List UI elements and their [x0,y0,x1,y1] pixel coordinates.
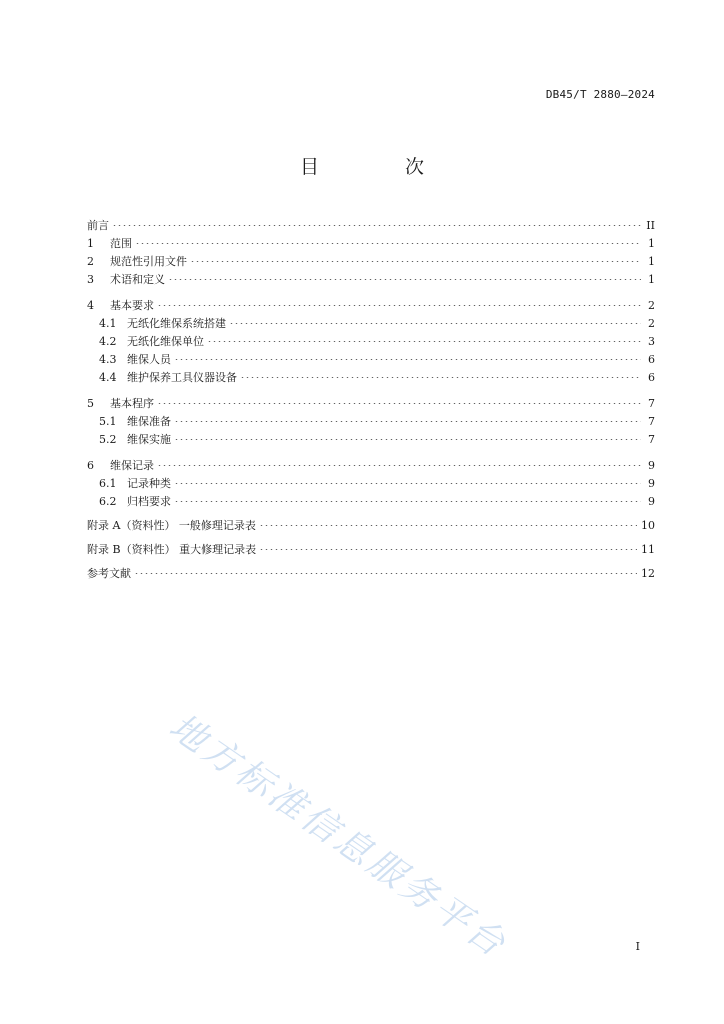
toc-entry-number: 3 [87,273,94,286]
toc-entry-label [99,431,174,449]
toc-entry-text: 附录 B（资料性） 重大修理记录表 [87,543,257,556]
toc-entry-text: 前言 [87,219,109,232]
toc-entry-number: 5.1 [99,415,117,428]
toc-leader-dots [174,501,641,502]
toc-entry-label [99,315,229,333]
toc-entry[interactable] [87,253,655,271]
toc-entry-page: II [646,219,655,232]
toc-entry[interactable] [87,315,655,333]
toc-entry[interactable] [87,493,655,511]
toc-leader-dots [157,403,641,404]
toc-entry-page: 6 [648,353,655,366]
toc-entry-number: 4.2 [99,335,117,348]
toc-entry[interactable] [87,395,655,413]
toc-entry-label [87,541,259,559]
toc-entry-label [87,297,157,315]
toc-leader-dots [190,261,641,262]
toc-entry-text: 范围 [110,237,132,250]
toc-entry-label [99,475,174,493]
toc-entry[interactable] [87,517,655,535]
toc-entry-page: 10 [641,519,655,532]
toc-leader-dots [240,377,641,378]
toc-entry[interactable] [87,271,655,289]
toc-entry-label [87,395,157,413]
toc-leader-dots [135,243,641,244]
document-code: DB45/T 2880—2024 [545,88,655,101]
toc-entry-number: 2 [87,255,94,268]
toc-entry-page: 2 [648,299,655,312]
toc-leader-dots [112,225,641,226]
toc-entry-number: 6.1 [99,477,117,490]
toc-entry-number: 6 [87,459,94,472]
toc-entry-page: 9 [648,477,655,490]
toc-entry-label [99,493,174,511]
toc-entry-text: 无纸化维保系统搭建 [127,317,226,330]
toc-entry-label [99,369,240,387]
toc-entry-text: 基本要求 [110,299,154,312]
toc-entry-page: 7 [648,415,655,428]
toc-entry[interactable] [87,457,655,475]
toc-entry-text: 维保准备 [127,415,171,428]
toc-entry-page: 7 [648,397,655,410]
toc-entry[interactable] [87,431,655,449]
toc-leader-dots [174,421,641,422]
watermark: 地方标准信息服务平台 [161,706,515,967]
toc-entry-text: 维保实施 [127,433,171,446]
toc-leader-dots [259,549,637,550]
toc-entry-label [99,333,207,351]
toc-leader-dots [174,439,641,440]
toc-entry-page: 1 [648,273,655,286]
toc-entry-number: 4.3 [99,353,117,366]
toc-entry-label [87,253,190,271]
toc-entry-text: 维保记录 [110,459,154,472]
toc-entry-text: 术语和定义 [110,273,165,286]
page-number: I [635,940,640,953]
toc-entry-page: 9 [648,459,655,472]
toc-entry-text: 参考文献 [87,567,131,580]
toc-entry-label [87,517,259,535]
toc-entry-page: 1 [648,237,655,250]
toc-entry-label [87,217,112,235]
toc-leader-dots [229,323,641,324]
toc-entry[interactable] [87,297,655,315]
toc-entry-label [87,565,134,583]
toc-entry-number: 5 [87,397,94,410]
toc-entry[interactable] [87,351,655,369]
toc-entry-number: 4.4 [99,371,117,384]
toc-entry-page: 2 [648,317,655,330]
toc-entry-number: 4.1 [99,317,117,330]
toc-entry-label [99,351,174,369]
toc-leader-dots [174,359,641,360]
toc-entry[interactable] [87,565,655,583]
toc-entry-label [87,235,135,253]
toc-entry-text: 归档要求 [127,495,171,508]
toc-entry-page: 3 [648,335,655,348]
toc-entry-text: 记录种类 [127,477,171,490]
toc-leader-dots [157,305,641,306]
toc-entry[interactable] [87,235,655,253]
toc-entry[interactable] [87,475,655,493]
toc-entry-text: 规范性引用文件 [110,255,187,268]
toc-entry[interactable] [87,413,655,431]
toc-entry[interactable] [87,333,655,351]
toc-entry-page: 12 [641,567,655,580]
toc-leader-dots [134,573,637,574]
toc-entry-number: 4 [87,299,94,312]
table-of-contents [87,217,655,583]
toc-leader-dots [207,341,641,342]
toc-entry[interactable] [87,217,655,235]
toc-entry-page: 9 [648,495,655,508]
toc-entry-text: 无纸化维保单位 [127,335,204,348]
toc-leader-dots [168,279,641,280]
toc-leader-dots [174,483,641,484]
toc-entry-page: 6 [648,371,655,384]
toc-entry-page: 1 [648,255,655,268]
toc-entry-page: 7 [648,433,655,446]
toc-entry-number: 6.2 [99,495,117,508]
toc-entry-text: 维护保养工具仪器设备 [127,371,237,384]
toc-entry-page: 11 [641,543,655,556]
toc-entry[interactable] [87,369,655,387]
toc-title: 目 次 [299,156,465,178]
toc-entry-text: 基本程序 [110,397,154,410]
toc-entry-text: 维保人员 [127,353,171,366]
toc-entry-number: 5.2 [99,433,117,446]
toc-leader-dots [157,465,641,466]
toc-entry-number: 1 [87,237,94,250]
toc-entry-label [99,413,174,431]
toc-entry-text: 附录 A（资料性） 一般修理记录表 [87,519,256,532]
toc-entry[interactable] [87,541,655,559]
toc-entry-label [87,271,168,289]
toc-leader-dots [259,525,637,526]
toc-entry-label [87,457,157,475]
